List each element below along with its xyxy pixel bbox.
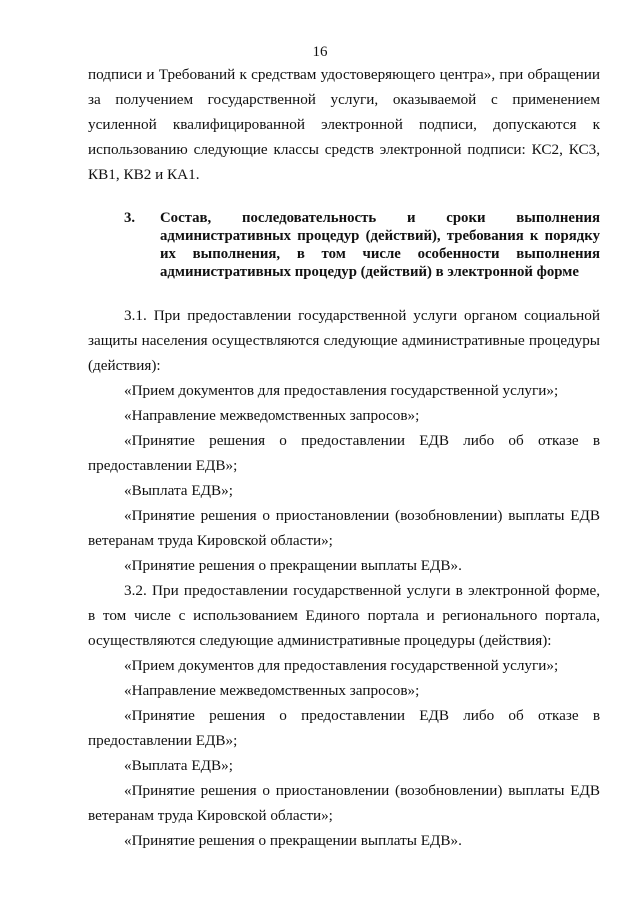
procedure-item: «Выплата ЕДВ»;: [124, 757, 233, 774]
procedure-item: «Направление межведомственных запросов»;: [124, 682, 420, 699]
procedure-item: «Принятие решения о прекращении выплаты ЕДВ».: [124, 832, 462, 849]
intro-paragraph: подписи и Требований к средствам удостоверяющего центра», при обращении за получением государственной услуги, оказываемой с применением усиленной квалифицированной электронной подписи, допускаются к использованию следующие классы средств электронной подписи: КС2, КС3, КВ1, КВ2 и КА1.: [88, 66, 600, 183]
procedure-item: «Направление межведомственных запросов»;: [124, 407, 420, 424]
procedure-item: «Прием документов для предоставления государственной услуги»;: [124, 382, 559, 399]
section-title: Состав, последовательность и сроки выполнения административных процедур (действий), требования к порядку их выполнения, в том числе особенности выполнения административных процедур (действий) в электронной форме: [160, 210, 600, 280]
page-number: 16: [312, 44, 328, 60]
subsection-lead-3-2: 3.2. При предоставлении государственной услуги в электронной форме, в том числе с использованием Единого портала и регионального портала, осуществляются следующие административные процедуры (действия):: [88, 582, 600, 649]
section-number: 3.: [124, 210, 136, 226]
procedure-item: «Принятие решения о приостановлении (возобновлении) выплаты ЕДВ ветеранам труда Кировской области»;: [88, 507, 600, 549]
procedure-item: «Принятие решения о приостановлении (возобновлении) выплаты ЕДВ ветеранам труда Кировской области»;: [88, 782, 600, 824]
procedure-item: «Принятие решения о прекращении выплаты ЕДВ».: [124, 557, 462, 574]
subsection-lead-3-1: 3.1. При предоставлении государственной услуги органом социальной защиты населения осуществляются следующие административные процедуры (действия):: [88, 307, 600, 374]
document-body: [88, 62, 600, 853]
section-heading: [88, 209, 600, 281]
procedure-item: «Принятие решения о предоставлении ЕДВ либо об отказе в предоставлении ЕДВ»;: [88, 707, 600, 749]
procedure-item: «Принятие решения о предоставлении ЕДВ либо об отказе в предоставлении ЕДВ»;: [88, 432, 600, 474]
procedure-item: «Выплата ЕДВ»;: [124, 482, 233, 499]
procedure-item: «Прием документов для предоставления государственной услуги»;: [124, 657, 559, 674]
